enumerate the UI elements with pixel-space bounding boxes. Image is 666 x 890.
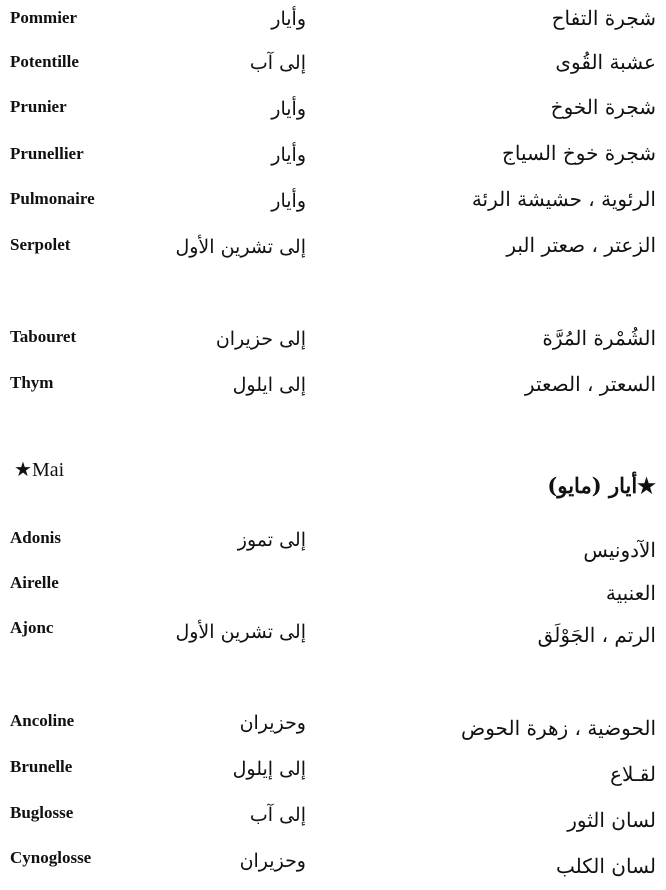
flowering-period: إلى حزيران xyxy=(215,328,306,350)
flowering-period: إلى ايلول xyxy=(232,374,306,396)
french-name: Buglosse xyxy=(10,803,74,822)
arabic-name: العنبية xyxy=(605,581,656,605)
arabic-name: لسان الكلب xyxy=(555,854,656,878)
arabic-name: الرئوية ، حشيشة الرئة xyxy=(471,187,656,211)
arabic-name: شجرة الخوخ xyxy=(550,95,656,119)
french-name: Tabouret xyxy=(10,327,77,346)
french-name: Adonis xyxy=(10,528,62,547)
flowering-period: وأيار xyxy=(271,98,306,120)
flowering-period: وأيار xyxy=(271,190,306,212)
french-name: Airelle xyxy=(10,573,59,592)
french-name: Prunier xyxy=(10,97,67,116)
flowering-period: إلى آب xyxy=(249,804,306,826)
flowering-period: إلى إيلول xyxy=(232,758,306,780)
flowering-period: إلى تشرين الأول xyxy=(175,621,306,643)
french-name: Brunelle xyxy=(10,757,73,776)
arabic-name: شجرة التفاح xyxy=(551,6,656,30)
section-title-arabic: ★أيار (مايو) xyxy=(547,473,656,498)
arabic-name: الزعتر ، صعتر البر xyxy=(506,233,656,257)
french-name: Pommier xyxy=(10,8,78,27)
flowering-period: وأيار xyxy=(271,8,306,30)
arabic-name: شجرة خوخ السياج xyxy=(501,141,656,165)
french-name: Thym xyxy=(10,373,54,392)
french-name: Potentille xyxy=(10,52,79,71)
french-name: Ajonc xyxy=(10,618,54,637)
arabic-name: عشبة القُوى xyxy=(555,50,656,74)
section-title-french xyxy=(14,459,64,481)
french-name: Ancoline xyxy=(10,711,75,730)
arabic-name: الرتم ، الجَوْلَق xyxy=(537,623,656,647)
french-name: Cynoglosse xyxy=(10,848,92,867)
flowering-period: وحزيران xyxy=(239,850,306,872)
flowering-period: إلى تموز xyxy=(237,529,306,551)
french-name: Prunellier xyxy=(10,144,84,163)
star-icon: ★ xyxy=(14,459,32,481)
arabic-name: الحوضية ، زهرة الحوض xyxy=(461,716,656,740)
french-name: Pulmonaire xyxy=(10,189,95,208)
section-title-french-text: Mai xyxy=(31,459,65,481)
french-name: Serpolet xyxy=(10,235,71,254)
flowering-period: وأيار xyxy=(271,144,306,166)
flowering-period: وحزيران xyxy=(239,712,306,734)
arabic-name: الشُمْرة المُرَّة xyxy=(542,326,656,350)
arabic-name: لسان الثور xyxy=(567,808,656,832)
flowering-period: إلى تشرين الأول xyxy=(175,236,306,258)
arabic-name: لقـلاع xyxy=(610,762,656,786)
arabic-name: الآدونيس xyxy=(583,538,656,562)
arabic-name: السعتر ، الصعتر xyxy=(524,372,656,396)
flowering-period: إلى آب xyxy=(249,52,306,74)
